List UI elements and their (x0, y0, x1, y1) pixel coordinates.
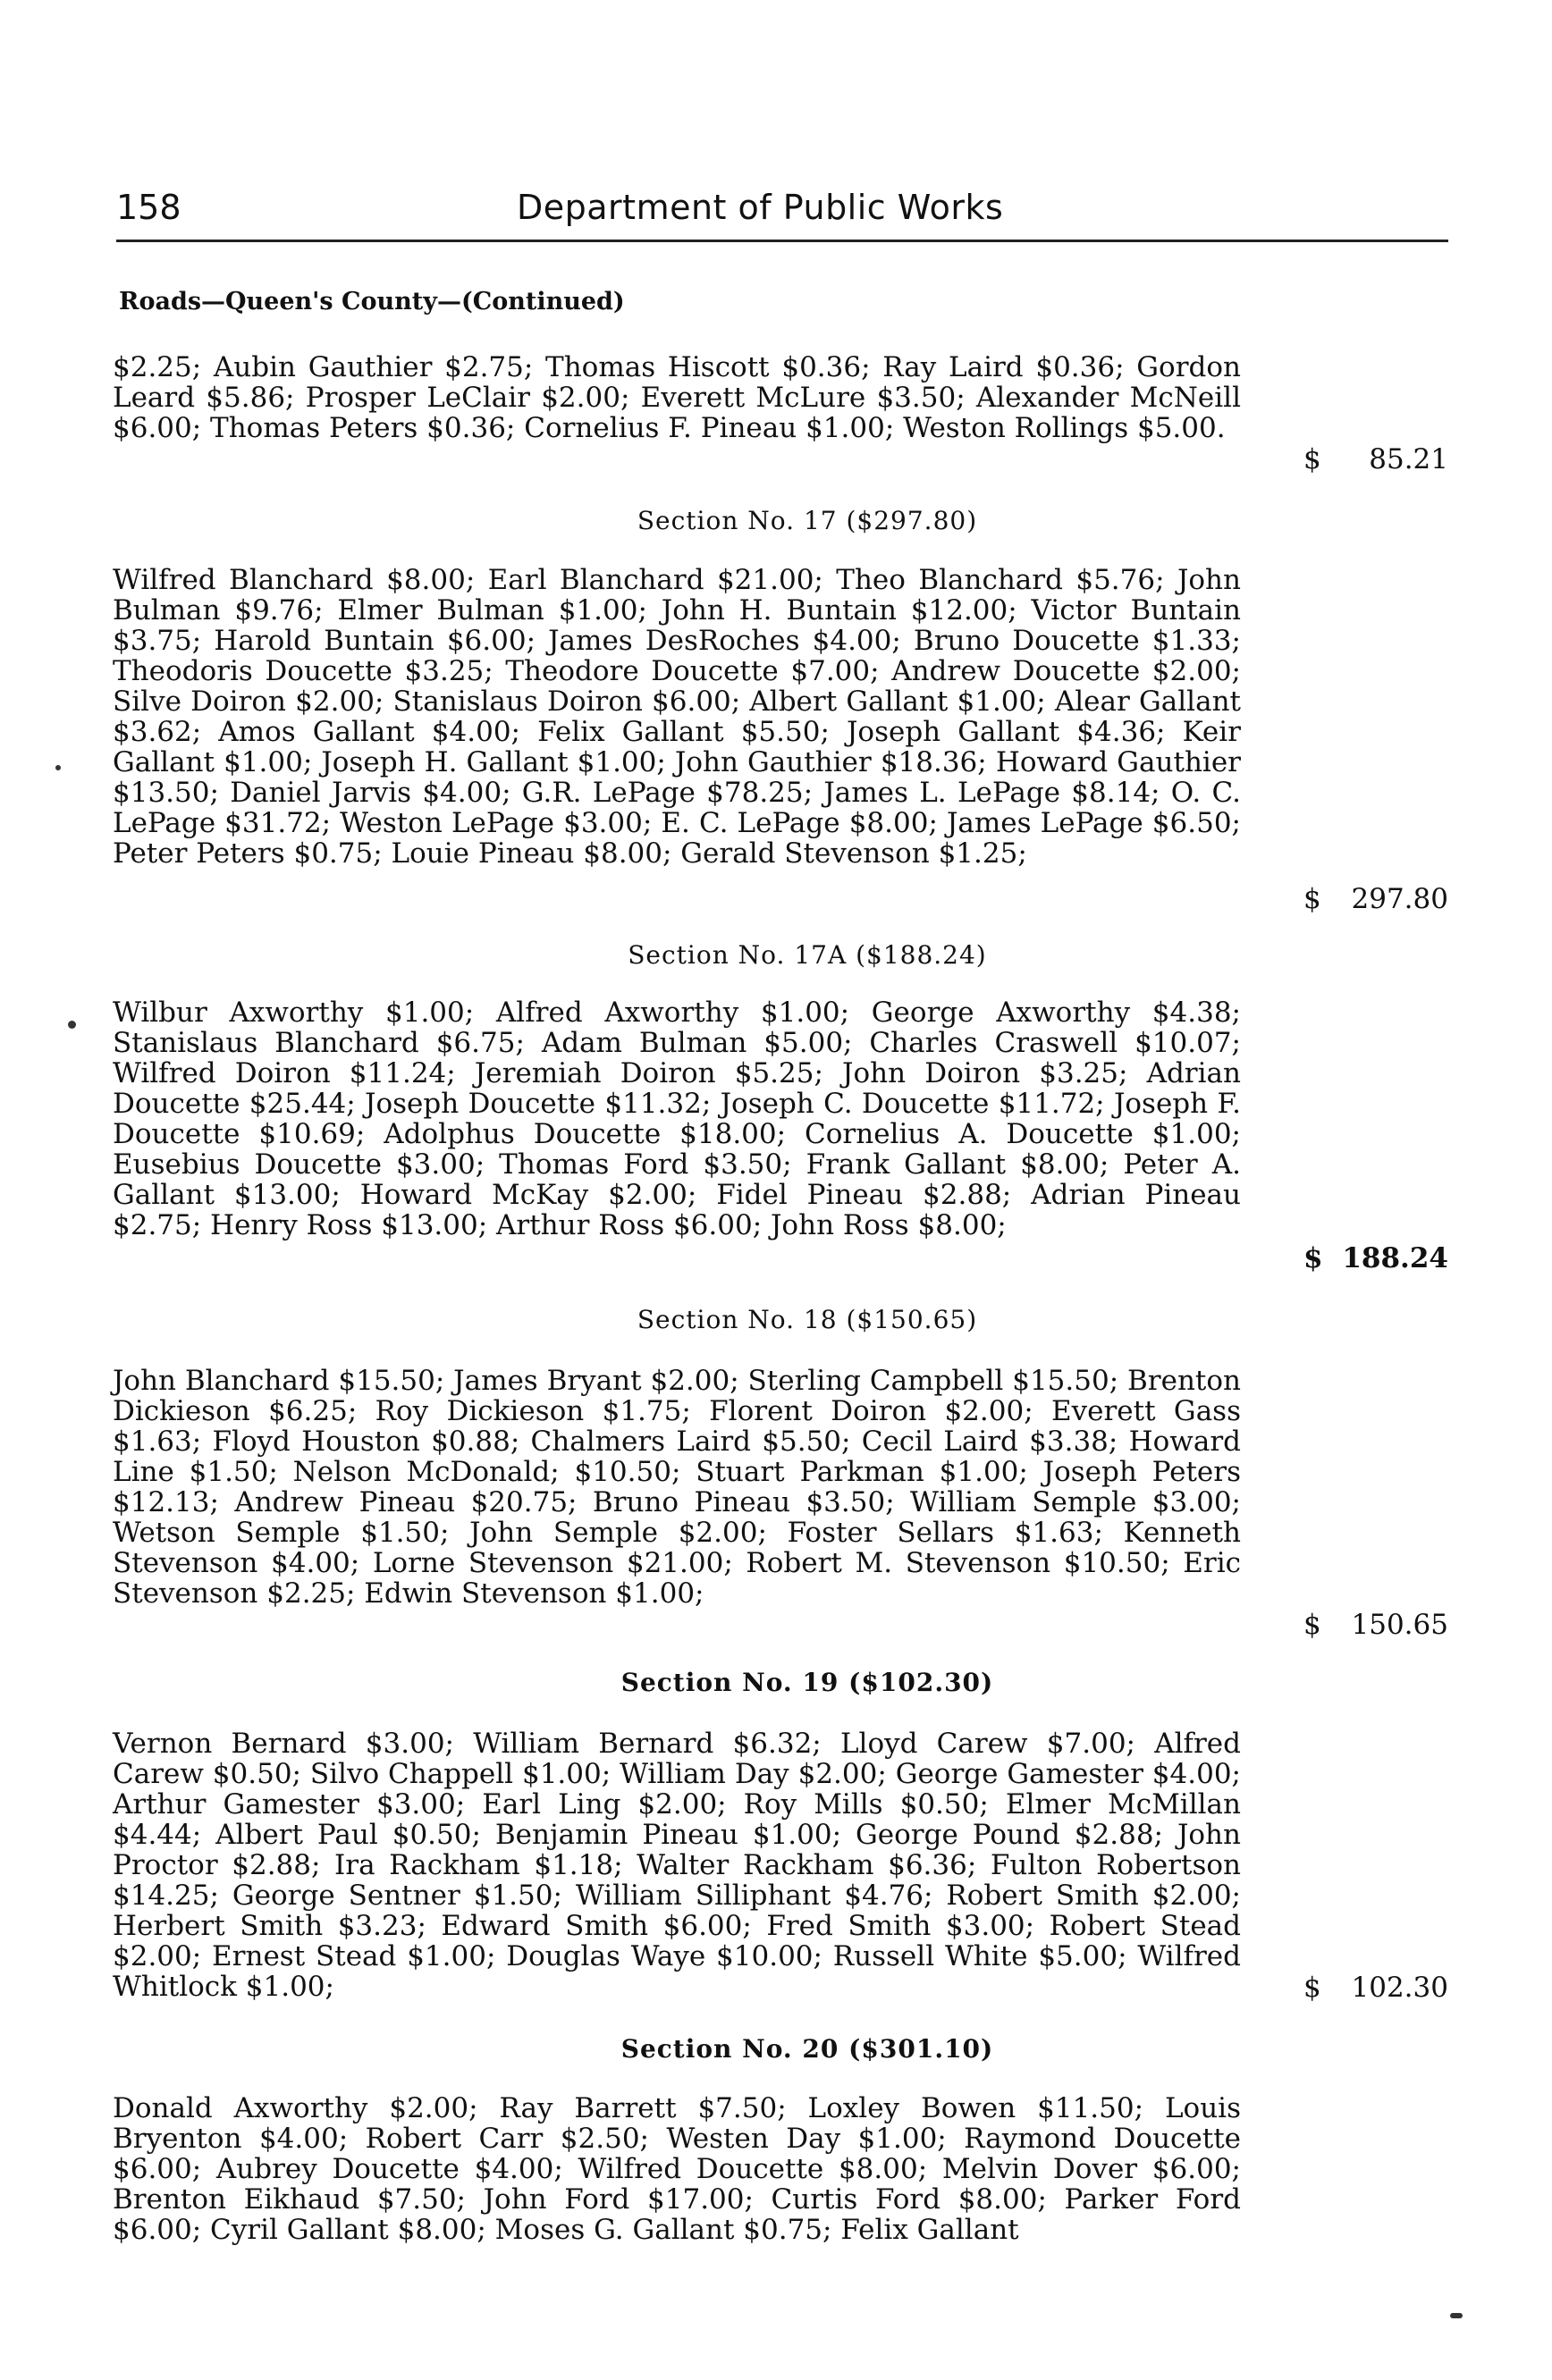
section-total (1278, 1242, 1448, 1274)
entry-paragraph: John Blanchard $15.50; James Bryant $2.00; Sterling Campbell $15.50; Brenton Dickieson $6.25; Roy Dickieson $1.75; Florent Doiron $2.00; Everett Gass $1.63; Floyd Houston $0.88; Chalmers Laird $5.50; Cecil Laird $3.38; Howard Line $1.50; Nelson McDonald; $10.50; Stuart Parkman $1.00; Joseph Peters $12.13; Andrew Pineau $20.75; Bruno Pineau $3.50; William Semple $3.00; Wetson Semple $1.50; John Semple $2.00; Foster Sellars $1.63; Kenneth Stevenson $4.00; Lorne Stevenson $21.00; Robert M. Stevenson $10.50; Eric Stevenson $2.25; Edwin Stevenson $1.00; (113, 1365, 1241, 1610)
total-amount: 102.30 (1351, 1972, 1448, 2004)
section-total (1278, 1972, 1448, 2004)
section-title: Section No. 17A ($188.24) (628, 940, 987, 970)
entry-paragraph: Vernon Bernard $3.00; William Bernard $6.32; Lloyd Carew $7.00; Alfred Carew $0.50; Silvo Chappell $1.00; William Day $2.00; George Gamester $4.00; Arthur Gamester $3.00; Earl Ling $2.00; Roy Mills $0.50; Elmer McMillan $4.44; Albert Paul $0.50; Benjamin Pineau $1.00; George Pound $2.88; John Proctor $2.88; Ira Rackham $1.18; Walter Rackham $6.36; Fulton Robertson $14.25; George Sentner $1.50; William Silliphant $4.76; Robert Smith $2.00; Herbert Smith $3.23; Edward Smith $6.00; Fred Smith $3.00; Robert Stead $2.00; Ernest Stead $1.00; Douglas Waye $10.00; Russell White $5.00; Wilfred Whitlock $1.00; (113, 1728, 1241, 2003)
dollar-sign: $ (1303, 1609, 1321, 1641)
section-title: Section No. 19 ($102.30) (620, 1668, 994, 1697)
scan-mark (1450, 2313, 1463, 2318)
dollar-sign: $ (1303, 1242, 1323, 1274)
page-number: 158 (116, 188, 181, 227)
running-title: Department of Public Works (517, 188, 1004, 227)
total-amount: 85.21 (1369, 443, 1448, 475)
entry-paragraph-continued: $2.25; Aubin Gauthier $2.75; Thomas Hiscott $0.36; Ray Laird $0.36; Gordon Leard $5.86; Prosper LeClair $2.00; Everett McLure $3.50; Alexander McNeill $6.00; Thomas Peters $0.36; Cornelius F. Pineau $1.00; Weston Rollings $5.00. (113, 351, 1241, 444)
entry-paragraph: Donald Axworthy $2.00; Ray Barrett $7.50; Loxley Bowen $11.50; Louis Bryenton $4.00; Robert Carr $2.50; Westen Day $1.00; Raymond Doucette $6.00; Aubrey Doucette $4.00; Wilfred Doucette $8.00; Melvin Dover $6.00; Brenton Eikhaud $7.50; John Ford $17.00; Curtis Ford $8.00; Parker Ford $6.00; Cyril Gallant $8.00; Moses G. Gallant $0.75; Felix Gallant (113, 2092, 1241, 2246)
section-title: Section No. 18 ($150.65) (637, 1305, 978, 1334)
section-total (1278, 443, 1448, 475)
section-total (1278, 883, 1448, 915)
section-title: Section No. 20 ($301.10) (620, 2034, 994, 2064)
total-amount: 297.80 (1351, 883, 1448, 915)
entry-paragraph: Wilbur Axworthy $1.00; Alfred Axworthy $1.00; George Axworthy $4.38; Stanislaus Blanchard $6.75; Adam Bulman $5.00; Charles Craswell $10.07; Wilfred Doiron $11.24; Jeremiah Doiron $5.25; John Doiron $3.25; Adrian Doucette $25.44; Joseph Doucette $11.32; Joseph C. Doucette $11.72; Joseph F. Doucette $10.69; Adolphus Doucette $18.00; Cornelius A. Doucette $1.00; Eusebius Doucette $3.00; Thomas Ford $3.50; Frank Gallant $8.00; Peter A. Gallant $13.00; Howard McKay $2.00; Fidel Pineau $2.88; Adrian Pineau $2.75; Henry Ross $13.00; Arthur Ross $6.00; John Ross $8.00; (113, 997, 1241, 1241)
dollar-sign: $ (1303, 1972, 1321, 2004)
page-heading: Roads—Queen's County—(Continued) (119, 288, 625, 315)
dollar-sign: $ (1303, 883, 1321, 915)
total-amount: 188.24 (1342, 1242, 1448, 1274)
entry-paragraph: Wilfred Blanchard $8.00; Earl Blanchard $21.00; Theo Blanchard $5.76; John Bulman $9.76; Elmer Bulman $1.00; John H. Buntain $12.00; Victor Buntain $3.75; Harold Buntain $6.00; James DesRoches $4.00; Bruno Doucette $1.33; Theodoris Doucette $3.25; Theodore Doucette $7.00; Andrew Doucette $2.00; Silve Doiron $2.00; Stanislaus Doiron $6.00; Albert Gallant $1.00; Alear Gallant $3.62; Amos Gallant $4.00; Felix Gallant $5.50; Joseph Gallant $4.36; Keir Gallant $1.00; Joseph H. Gallant $1.00; John Gauthier $18.36; Howard Gauthier $13.50; Daniel Jarvis $4.00; G.R. LePage $78.25; James L. LePage $8.14; O. C. LePage $31.72; Weston LePage $3.00; E. C. LePage $8.00; James LePage $6.50; Peter Peters $0.75; Louie Pineau $8.00; Gerald Stevenson $1.25; (113, 564, 1241, 870)
section-title: Section No. 17 ($297.80) (637, 506, 978, 535)
scan-mark (68, 1021, 76, 1029)
scan-mark (55, 765, 61, 770)
dollar-sign: $ (1303, 443, 1321, 475)
total-amount: 150.65 (1351, 1609, 1448, 1641)
section-total (1278, 1609, 1448, 1641)
header-rule (116, 240, 1448, 242)
